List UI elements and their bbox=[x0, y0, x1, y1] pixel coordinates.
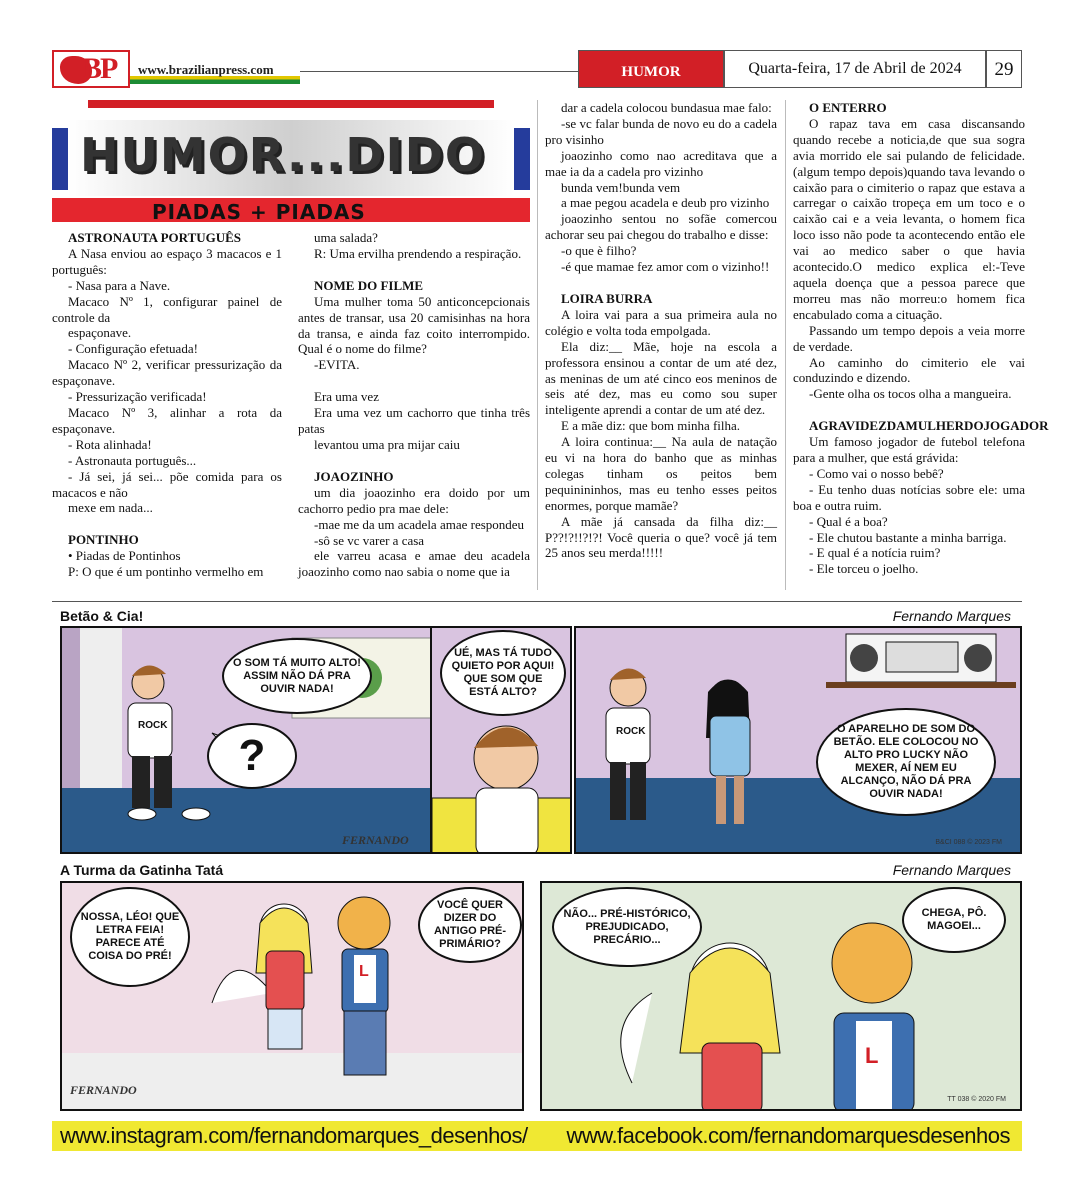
joke-paragraph: Macaco Nº 1, configurar painel de controle da bbox=[52, 293, 282, 325]
brazilian-press-logo[interactable] bbox=[52, 50, 130, 88]
joke-paragraph: - E qual é a notícia ruim? bbox=[809, 545, 941, 561]
joke-paragraph: - Ele torceu o joelho. bbox=[809, 561, 919, 577]
strip2-author: Fernando Marques bbox=[892, 862, 1011, 878]
joke-column-3 bbox=[545, 100, 777, 561]
joke-paragraph: bunda vem!bunda vem bbox=[561, 179, 681, 195]
joke-paragraph: -se vc falar bunda de novo eu do a cadela pro visinho bbox=[545, 115, 777, 147]
strip1-panel-1 bbox=[60, 626, 440, 854]
column-rule bbox=[785, 100, 786, 590]
banner-top-bar bbox=[88, 100, 494, 108]
spacer bbox=[298, 373, 530, 389]
page-header bbox=[0, 0, 1075, 95]
joke-paragraph: joaozinho sentou no sofãe comercou achorar seu pai chegou do trabalho e disse: bbox=[545, 211, 777, 243]
strip2-title: A Turma da Gatinha Tatá bbox=[60, 862, 224, 878]
joke-paragraph: - Rota alinhada! bbox=[68, 436, 152, 452]
joke-paragraph: - Já sei, já sei... põe comida para os macacos e não bbox=[52, 468, 282, 500]
section-divider bbox=[52, 601, 1022, 602]
strip1-panel-3 bbox=[574, 626, 1022, 854]
joke-paragraph: Era uma vez um cachorro que tinha três patas bbox=[298, 405, 530, 437]
shirt-letter: L bbox=[865, 1043, 879, 1068]
joke-heading: LOIRA BURRA bbox=[561, 290, 653, 306]
joke-paragraph: Era uma vez bbox=[314, 389, 379, 405]
joke-paragraph: -mae me da um acadela amae respondeu bbox=[314, 516, 525, 532]
joke-paragraph: - Como vai o nosso bebê? bbox=[809, 465, 944, 481]
speech-bubble: O APARELHO DE SOM DO BETÃO. ELE COLOCOU NO ALTO PRO LUCKY NÃO MEXER, AÍ NEM EU ALCANÇO, NÃO DÁ PRA OUVIR NADA! bbox=[816, 708, 996, 816]
joke-paragraph: -o que è filho? bbox=[561, 243, 637, 259]
instagram-link[interactable]: www.instagram.com/fernandomarques_desenhos/ bbox=[60, 1123, 528, 1148]
joke-paragraph: um dia joaozinho era doido por um cachorro pedio pra mae dele: bbox=[298, 484, 530, 516]
column-rule bbox=[537, 100, 538, 590]
strip-credit: B&CI 088 © 2023 FM bbox=[935, 839, 1002, 846]
joke-paragraph: - Eu tenho duas notícias sobre ele: uma boa e outra ruim. bbox=[793, 481, 1025, 513]
artist-signature: FERNANDO bbox=[342, 833, 409, 847]
joke-paragraph: mexe em nada... bbox=[68, 500, 153, 516]
speech-bubble: UÉ, MAS TÁ TUDO QUIETO POR AQUI! QUE SOM QUE ESTÁ ALTO? bbox=[440, 630, 566, 716]
joke-paragraph: E a mãe diz: que bom minha filha. bbox=[561, 418, 741, 434]
issue-date: Quarta-feira, 17 de Abril de 2024 bbox=[724, 50, 986, 88]
strip2-panel-1 bbox=[60, 881, 524, 1111]
joke-paragraph: • Piadas de Pontinhos bbox=[68, 548, 181, 564]
section-label: HUMOR bbox=[578, 50, 724, 88]
joke-heading: O ENTERRO bbox=[809, 100, 887, 115]
joke-paragraph: ele varreu acasa e amae deu acadela joaozinho como nao sabia o nome que ia bbox=[298, 548, 530, 580]
strip1-panel-2 bbox=[430, 626, 572, 854]
spacer bbox=[793, 402, 1025, 418]
page-number: 29 bbox=[986, 50, 1022, 88]
shirt-letter: L bbox=[359, 963, 369, 980]
social-footer bbox=[52, 1121, 1022, 1151]
strip1-author: Fernando Marques bbox=[892, 608, 1011, 624]
speech-bubble: CHEGA, PÔ. MAGOEI... bbox=[902, 887, 1006, 953]
joke-paragraph: - Astronauta português... bbox=[68, 452, 197, 468]
question-bubble: ? bbox=[207, 723, 297, 789]
joke-heading: PONTINHO bbox=[68, 532, 139, 548]
joke-heading: AGRAVIDEZDAMULHERDOJOGADOR bbox=[809, 418, 1049, 434]
speech-bubble: NOSSA, LÉO! QUE LETRA FEIA! PARECE ATÉ COISA DO PRÉ! bbox=[70, 887, 190, 987]
joke-paragraph: A Nasa enviou ao espaço 3 macacos e 1 português: bbox=[52, 245, 282, 277]
joke-paragraph: Um famoso jogador de futebol telefona para a mulher, que está grávida: bbox=[793, 434, 1025, 466]
joke-paragraph: espaçonave. bbox=[68, 325, 132, 341]
joke-paragraph: - Nasa para a Nave. bbox=[68, 277, 171, 293]
strip-credit: TT 038 © 2020 FM bbox=[947, 1096, 1006, 1103]
joke-paragraph: R: Uma ervilha prendendo a respiração. bbox=[314, 245, 522, 261]
joke-paragraph: Ao caminho do cimiterio ele vai conduzindo e dizendo. bbox=[793, 354, 1025, 386]
joke-paragraph: - Pressurização verificada! bbox=[68, 389, 207, 405]
banner-right-stripe bbox=[514, 128, 530, 190]
banner-subtitle: PIADAS + PIADAS bbox=[152, 200, 366, 224]
speech-bubble: VOCÊ QUER DIZER DO ANTIGO PRÉ-PRIMÁRIO? bbox=[418, 887, 522, 963]
joke-paragraph: -EVITA. bbox=[314, 357, 360, 373]
joke-paragraph: -sô se vc varer a casa bbox=[314, 532, 425, 548]
joke-paragraph: Uma mulher toma 50 anticoncepcionais antes de transar, usa 20 camisinhas na hora da transa, e ainda faz coito interrompido. Qual é o nome do filme? bbox=[298, 293, 530, 357]
joke-column-2 bbox=[298, 230, 530, 580]
joke-paragraph: levantou uma pra mijar caiu bbox=[314, 436, 460, 452]
joke-heading: ASTRONAUTA PORTUGUÊS bbox=[68, 230, 242, 245]
joke-paragraph: joaozinho como nao acreditava que a mae ia da a cadela pro vizinho bbox=[545, 147, 777, 179]
facebook-link[interactable]: www.facebook.com/fernandomarquesdesenhos bbox=[566, 1123, 1010, 1148]
shirt-text: ROCK bbox=[616, 726, 646, 737]
joke-paragraph: -é que mamae fez amor com o vizinho!! bbox=[561, 259, 770, 275]
joke-paragraph: A loira vai para a sua primeira aula no colégio e volta toda empolgada. bbox=[545, 306, 777, 338]
joke-paragraph: Passando um tempo depois a veia morre de verdade. bbox=[793, 322, 1025, 354]
humor-banner bbox=[52, 100, 530, 222]
joke-column-1 bbox=[52, 230, 282, 580]
speech-bubble: NÃO... PRÉ-HISTÓRICO, PREJUDICADO, PRECÁRIO... bbox=[552, 887, 702, 967]
logo-text: BP bbox=[82, 52, 117, 85]
shirt-text: ROCK bbox=[138, 720, 168, 731]
artist-signature: FERNANDO bbox=[70, 1083, 137, 1097]
joke-paragraph: P: O que é um pontinho vermelho em bbox=[68, 564, 264, 580]
joke-paragraph: Ela diz:__ Mãe, hoje na escola a professora ensinou a contar de um até dez, as meninas de um até cinco eos meninos de seis até dez, mas eu como sou super inteligente aprendi a contar de um até dez. bbox=[545, 338, 777, 418]
strip2-panel-2 bbox=[540, 881, 1022, 1111]
joke-paragraph: dar a cadela colocou bundasua mae falo: bbox=[561, 100, 772, 115]
speech-bubble: O SOM TÁ MUITO ALTO! ASSIM NÃO DÁ PRA OUVIR NADA! bbox=[222, 638, 372, 714]
joke-heading: JOAOZINHO bbox=[314, 468, 394, 484]
joke-paragraph: A mãe já cansada da filha diz:__ P??!?!!?!?! Você queria o que? você já tem 25 anos seu merda!!!!! bbox=[545, 513, 777, 561]
joke-paragraph: Macaco Nº 3, alinhar a rota da espaçonave. bbox=[52, 404, 282, 436]
strip1-title: Betão & Cia! bbox=[60, 608, 144, 624]
joke-paragraph: O rapaz tava em casa discansando quando recebe a noticia,de que sua sogra avia morrido ele sai pulando de felicidade. (algum tempo depois)quando tava levando o caixão para o cimiterio o rapaz que estava a carregar o caixão tropeça em um toco e o caixão cai e a veia levanta, o homem fica loco isso não pode ta acontecendo então ele vai ao medico saber o que havia acontecido.O medico explica el:-Teve aquela doença que a pessoa parece que morreu mas não morreu:o homem fica encabulado coma a cituação. bbox=[793, 115, 1025, 322]
joke-paragraph: - Ele chutou bastante a minha barriga. bbox=[809, 529, 1007, 545]
header-rule bbox=[300, 71, 580, 72]
joke-paragraph: A loira continua:__ Na aula de natação eu vi na hora do banho que as minhas colegas tinham os peitos bem pequinininhos, mas eu tenho esses peitos enormes, porque mamãe? bbox=[545, 434, 777, 513]
spacer bbox=[545, 275, 777, 291]
banner-title: HUMOR...DIDO bbox=[80, 128, 487, 182]
site-url[interactable]: www.brazilianpress.com bbox=[130, 58, 300, 84]
banner-left-stripe bbox=[52, 128, 68, 190]
spacer bbox=[298, 453, 530, 469]
joke-paragraph: Macaco Nº 2, verificar pressurização da espaçonave. bbox=[52, 357, 282, 389]
joke-paragraph: - Configuração efetuada! bbox=[68, 341, 198, 357]
joke-paragraph: - Qual é a boa? bbox=[809, 513, 888, 529]
joke-column-4 bbox=[793, 100, 1049, 577]
spacer bbox=[52, 516, 282, 532]
joke-paragraph: uma salada? bbox=[314, 230, 378, 245]
joke-heading: NOME DO FILME bbox=[314, 277, 424, 293]
joke-paragraph: a mae pegou acadela e deub pro vizinho bbox=[561, 195, 770, 211]
spacer bbox=[298, 262, 530, 278]
joke-paragraph: -Gente olha os tocos olha a mangueira. bbox=[809, 386, 1012, 402]
